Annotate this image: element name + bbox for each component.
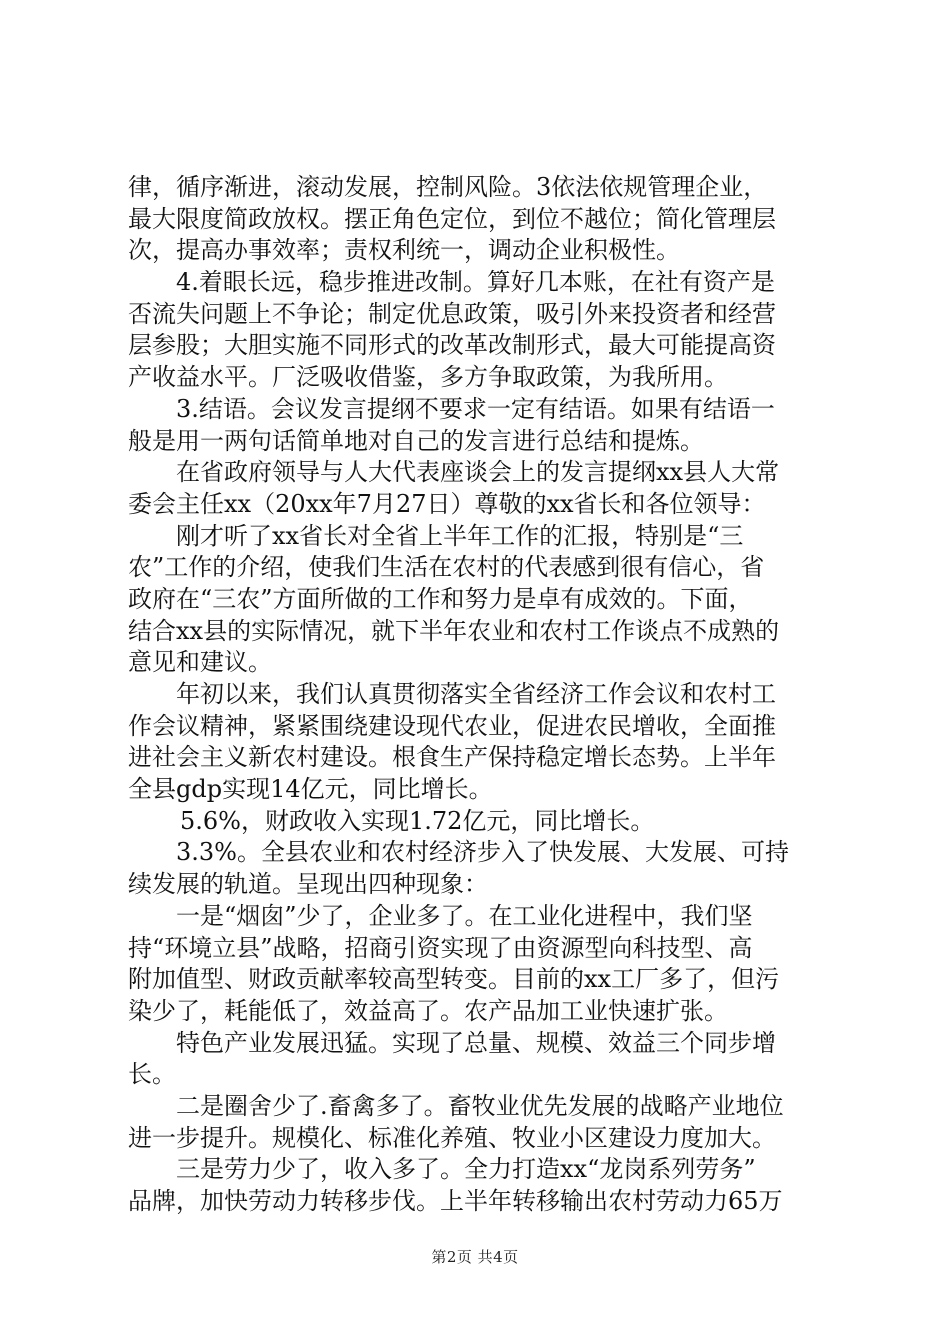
text-line: 长。 [128,1060,176,1089]
document-body [128,172,833,1218]
text-line: 结合xx县的实际情况，就下半年农业和农村工作谈点不成熟的 [128,616,780,645]
text-line: 意见和建议。 [128,648,272,677]
text-line: 农”工作的介绍，使我们生活在农村的代表感到很有信心，省 [128,553,765,582]
text-line: 5.6%，财政收入实现1.72亿元，同比增长。 [180,806,655,835]
text-line: 三是劳力少了，收入多了。全力打造xx“龙岗系列劳务” [176,1155,756,1184]
text-line: 政府在“三农”方面所做的工作和努力是卓有成效的。下面， [128,584,753,613]
text-line: 附加值型、财政贡献率较高型转变。目前的xx工厂多了，但污 [128,965,780,994]
page-footer: 第2页 共4页 [431,1248,519,1266]
text-line: 在省政府领导与人大代表座谈会上的发言提纲xx县人大常 [176,458,780,487]
text-line: 年初以来，我们认真贯彻落实全省经济工作会议和农村工 [176,680,776,708]
text-line: 二是圈舍少了.畜禽多了。畜牧业优先发展的战略产业地位 [176,1091,784,1120]
text-line: 3.3%。全县农业和农村经济步入了快发展、大发展、可持 [176,838,789,867]
text-line: 全县gdp实现14亿元，同比增长。 [128,775,493,804]
text-line: 层参股；大胆实施不同形式的改革改制形式，最大可能提高资 [128,331,776,360]
text-line: 3.结语。会议发言提纲不要求一定有结语。如果有结语一 [176,394,775,423]
text-line: 委会主任xx（20xx年7月27日）尊敬的xx省长和各位领导： [128,489,766,518]
text-line: 产收益水平。厂泛吸收借鉴，多方争取政策，为我所用。 [128,363,728,392]
text-line: 染少了，耗能低了，效益高了。农产品加工业快速扩张。 [128,996,728,1025]
text-line: 4.着眼长远，稳步推进改制。算好几本账，在社有资产是 [176,268,775,297]
text-line: 持“环境立县”战略，招商引资实现了由资源型向科技型、高 [128,933,753,962]
text-line: 律，循序渐进，滚动发展，控制风险。3依法依规管理企业， [128,173,768,201]
text-line: 进一步提升。规模化、标准化养殖、牧业小区建设力度加大。 [128,1123,776,1152]
text-line: 作会议精神，紧紧围绕建设现代农业，促进农民增收，全面推 [128,711,776,740]
text-line: 一是“烟囱”少了，企业多了。在工业化进程中，我们坚 [176,901,753,930]
text-line: 续发展的轨道。呈现出四种现象： [128,870,488,899]
text-line: 次，提高办事效率；责权利统一，调动企业积极性。 [128,236,680,265]
text-line: 品牌，加快劳动力转移步伐。上半年转移输出农村劳动力65万 [128,1187,783,1215]
text-line: 刚才听了xx省长对全省上半年工作的汇报，特别是“三 [176,521,744,550]
text-line: 最大限度简政放权。摆正角色定位，到位不越位；简化管理层 [128,204,776,233]
text-line: 特色产业发展迅猛。实现了总量、规模、效益三个同步增 [176,1028,776,1057]
text-line: 般是用一两句话简单地对自己的发言进行总结和提炼。 [128,426,704,455]
text-line: 否流失问题上不争论；制定优息政策，吸引外来投资者和经营 [128,299,776,328]
text-line: 进社会主义新农村建设。根食生产保持稳定增长态势。上半年 [128,743,776,772]
